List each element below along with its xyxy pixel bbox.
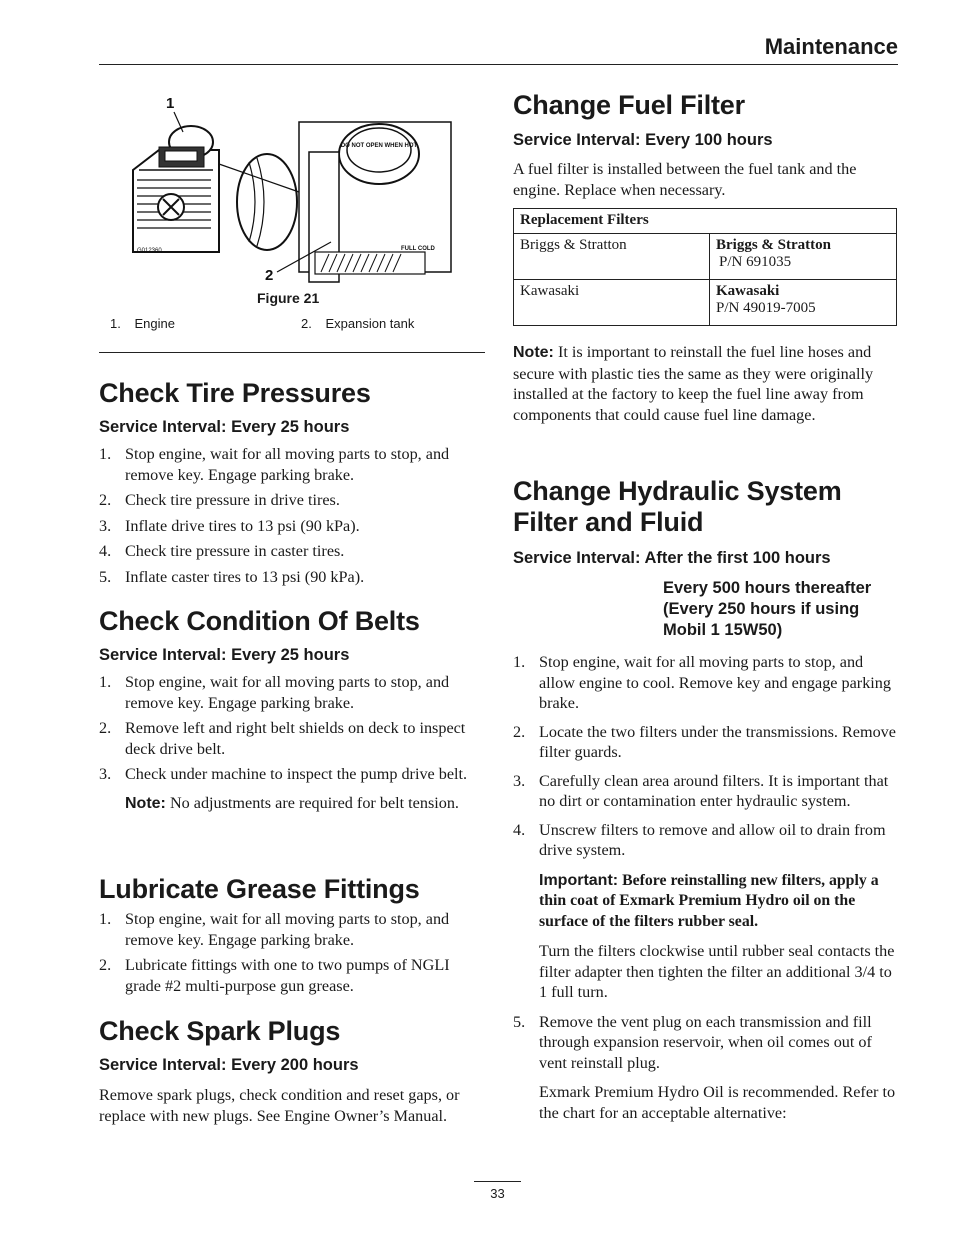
legend-item-engine: [110, 316, 175, 331]
legend-item-expansion-tank: [301, 316, 414, 331]
paragraph: Exmark Premium Hydro Oil is recommended. Refer to the chart for an acceptable alternative:: [539, 1083, 896, 1122]
section-heading: Check Condition Of Belts: [99, 606, 420, 636]
section-heading: Change Fuel Filter: [513, 90, 745, 120]
table-cell-engine: Kawasaki: [514, 280, 710, 326]
paragraph: Turn the filters clockwise until rubber seal contacts the filter adapter then tighten the filter an additional 3/4 to 1 full turn.: [539, 942, 895, 1001]
table-cell-part: [710, 280, 897, 326]
paragraph: Remove spark plugs, check condition and reset gaps, or replace with new plugs. See Engine Owner’s Manual.: [99, 1086, 460, 1125]
page-number: 33: [490, 1186, 505, 1201]
list-item: 2. Remove left and right belt shields on deck to inspect deck drive belt.: [99, 719, 466, 758]
important-label: Important:: [539, 871, 619, 889]
note-text: It is important to reinstall the fuel line hoses and secure with plastic ties the same as they were originally installed at the factory to keep the fuel line away from components that could cause fuel line damage.: [513, 343, 874, 424]
list-item: 3. Carefully clean area around filters. It is important that no dirt or contamination enter hydraulic system.: [513, 771, 889, 810]
note-label: Note:: [513, 344, 554, 361]
service-interval: Service Interval: Every 200 hours: [99, 1056, 359, 1074]
replacement-filters-table: [513, 208, 897, 326]
section-heading: Change Hydraulic System Filter and Fluid: [513, 476, 842, 537]
important-note: [539, 871, 899, 933]
list-item: 2. Lubricate fittings with one to two pumps of NGLI grade #2 multi-purpose gun grease.: [99, 956, 450, 995]
section-title: Maintenance: [764, 34, 898, 59]
service-interval-secondary: Every 500 hours thereafter (Every 250 hours if using Mobil 1 15W50): [663, 579, 872, 639]
service-interval: Service Interval: After the first 100 hours: [513, 549, 831, 567]
part-number: P/N 49019-7005: [716, 300, 816, 316]
note: [125, 793, 485, 815]
list-item: 1. Stop engine, wait for all moving parts to stop, and remove key. Engage parking brake.: [99, 910, 450, 949]
figure-caption: Figure 21: [257, 290, 320, 306]
table-header: Replacement Filters: [514, 209, 897, 234]
part-brand: Briggs & Stratton: [716, 237, 831, 253]
part-brand: Kawasaki: [716, 283, 780, 299]
cap-text: DO NOT OPEN WHEN HOT: [340, 143, 418, 149]
list-item: 5. Remove the vent plug on each transmission and fill through expansion reservoir, when oil comes out of vent reinstall plug.: [513, 1012, 872, 1072]
list-item: 3. Inflate drive tires to 13 psi (90 kPa).: [99, 516, 360, 535]
section-heading: Lubricate Grease Fittings: [99, 874, 420, 904]
section-check-tire-pressures: [99, 378, 485, 587]
figure-code: G012360: [137, 248, 162, 254]
list-item: 5. Inflate caster tires to 13 psi (90 kPa).: [99, 567, 365, 586]
list-item: 4. Unscrew filters to remove and allow oil to drain from drive system.: [513, 820, 886, 859]
table-row: [514, 234, 897, 280]
callout-1: 1: [166, 95, 175, 112]
section-lubricate-grease: [99, 874, 485, 996]
list-item: 2. Locate the two filters under the transmissions. Remove filter guards.: [513, 722, 896, 761]
section-change-hydraulic: [513, 476, 899, 1123]
service-interval: Service Interval: Every 100 hours: [513, 131, 773, 149]
table-row: [514, 280, 897, 326]
list-item: 1. Stop engine, wait for all moving parts to stop, and remove key. Engage parking brake.: [99, 673, 450, 712]
note-label: Note:: [125, 794, 166, 812]
important-text: Before reinstalling new filters, apply a thin coat of Exmark Premium Hydro oil on the surface of the filters rubber seal.: [539, 871, 879, 930]
table-cell-engine: Briggs & Stratton: [514, 234, 710, 280]
service-interval: Service Interval: Every 25 hours: [99, 646, 350, 664]
section-heading: Check Spark Plugs: [99, 1016, 341, 1046]
list-item: 1. Stop engine, wait for all moving parts to stop, and allow engine to cool. Remove key and engage parking brake.: [513, 653, 891, 712]
list-item: 4. Check tire pressure in caster tires.: [99, 542, 345, 560]
section-check-spark-plugs: [99, 1016, 485, 1126]
list-item: 2. Check tire pressure in drive tires.: [99, 491, 340, 509]
list-item: 1. Stop engine, wait for all moving parts to stop, and remove key. Engage parking brake.: [99, 445, 450, 484]
legend-label: Engine: [134, 316, 175, 331]
tank-label: FULL COLD: [401, 246, 435, 252]
header-rule: [99, 64, 898, 65]
legend-label: Expansion tank: [325, 316, 415, 331]
footer-rule: [474, 1181, 521, 1182]
list-item: 3. Check under machine to inspect the pump drive belt.: [99, 765, 468, 783]
section-heading: Check Tire Pressures: [99, 378, 371, 408]
callout-2: 2: [265, 267, 274, 284]
legend-num: 1.: [110, 316, 121, 331]
part-number: P/N 691035: [719, 254, 792, 270]
engine-expansion-tank-illustration: [99, 92, 485, 292]
note: [513, 342, 899, 425]
figure-21: [99, 92, 485, 342]
service-interval: Service Interval: Every 25 hours: [99, 418, 350, 436]
note-text: No adjustments are required for belt tension.: [169, 793, 459, 812]
section-change-fuel-filter: [513, 90, 899, 425]
paragraph: A fuel filter is installed between the fuel tank and the engine. Replace when necessary.: [513, 160, 857, 199]
figure-divider: [99, 352, 485, 353]
legend-num: 2.: [301, 316, 312, 331]
section-check-belts: [99, 606, 485, 814]
table-cell-part: [710, 234, 897, 280]
